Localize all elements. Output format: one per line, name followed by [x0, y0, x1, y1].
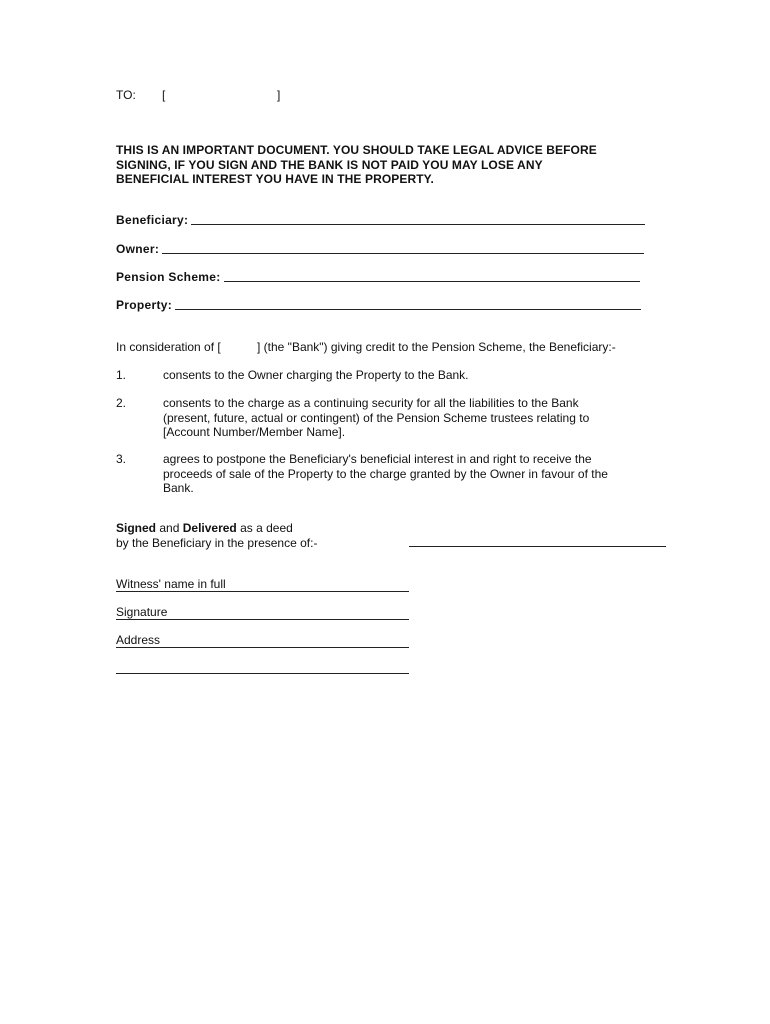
presence-text: by the Beneficiary in the presence of:-	[116, 536, 318, 550]
item-text	[163, 452, 608, 496]
legal-warning	[116, 143, 656, 187]
as-a-deed-text: as a deed	[240, 521, 293, 535]
witness-name-label: Witness' name in full	[116, 577, 226, 591]
witness-name-field[interactable]	[116, 577, 409, 592]
item-line: proceeds of sale of the Property to the charge granted by the Owner in favour of the	[163, 466, 608, 481]
item-line: consents to the charge as a continuing security for all the liabilities to the Bank	[163, 396, 579, 410]
witness-signature-label: Signature	[116, 605, 168, 619]
item-number: 1.	[116, 368, 127, 382]
witness-address-extra-line[interactable]	[116, 659, 409, 674]
item-number: 2.	[116, 396, 127, 410]
warning-line: THIS IS AN IMPORTANT DOCUMENT. YOU SHOULD TAKE LEGAL ADVICE BEFORE	[116, 143, 597, 157]
and-word: and	[159, 521, 180, 535]
item-number: 3.	[116, 452, 127, 466]
owner-blank-line[interactable]	[162, 253, 644, 254]
pension-scheme-field[interactable]	[116, 268, 640, 284]
witness-signature-field[interactable]	[116, 605, 409, 620]
pension-scheme-label: Pension Scheme:	[116, 270, 221, 284]
warning-line: BENEFICIAL INTEREST YOU HAVE IN THE PROPERTY.	[116, 172, 434, 186]
item-line: Bank.	[163, 481, 194, 495]
consideration-text-end: ] (the "Bank") giving credit to the Pension Scheme, the Beneficiary:-	[257, 340, 616, 354]
beneficiary-blank-line[interactable]	[191, 224, 645, 225]
item-line: (present, future, actual or contingent) of the Pension Scheme trustees relating to	[163, 410, 590, 425]
owner-field[interactable]	[116, 240, 644, 256]
beneficiary-field[interactable]	[116, 211, 645, 227]
item-line: [Account Number/Member Name].	[163, 425, 346, 439]
property-blank-line[interactable]	[175, 309, 641, 310]
to-label: TO:	[116, 88, 136, 102]
property-field[interactable]	[116, 296, 641, 312]
item-line: consents to the Owner charging the Property to the Bank.	[163, 368, 469, 382]
property-label: Property:	[116, 298, 173, 312]
warning-line: SIGNING, IF YOU SIGN AND THE BANK IS NOT PAID YOU MAY LOSE ANY	[116, 157, 543, 172]
item-text	[163, 368, 469, 383]
item-line: agrees to postpone the Beneficiary's beneficial interest in and right to receive the	[163, 452, 592, 466]
pension-scheme-blank-line[interactable]	[224, 281, 640, 282]
owner-label: Owner:	[116, 242, 160, 256]
beneficiary-label: Beneficiary:	[116, 213, 189, 227]
to-bracket-open: [	[162, 88, 166, 102]
execution-clause	[116, 521, 293, 535]
consideration-text-start: In consideration of [	[116, 340, 221, 354]
witness-address-field[interactable]	[116, 633, 409, 648]
signed-word: Signed	[116, 521, 157, 535]
beneficiary-signature-line[interactable]	[409, 546, 666, 547]
witness-address-label: Address	[116, 633, 161, 647]
delivered-word: Delivered	[182, 521, 237, 535]
item-text	[163, 396, 589, 440]
to-bracket-close: ]	[277, 88, 281, 102]
